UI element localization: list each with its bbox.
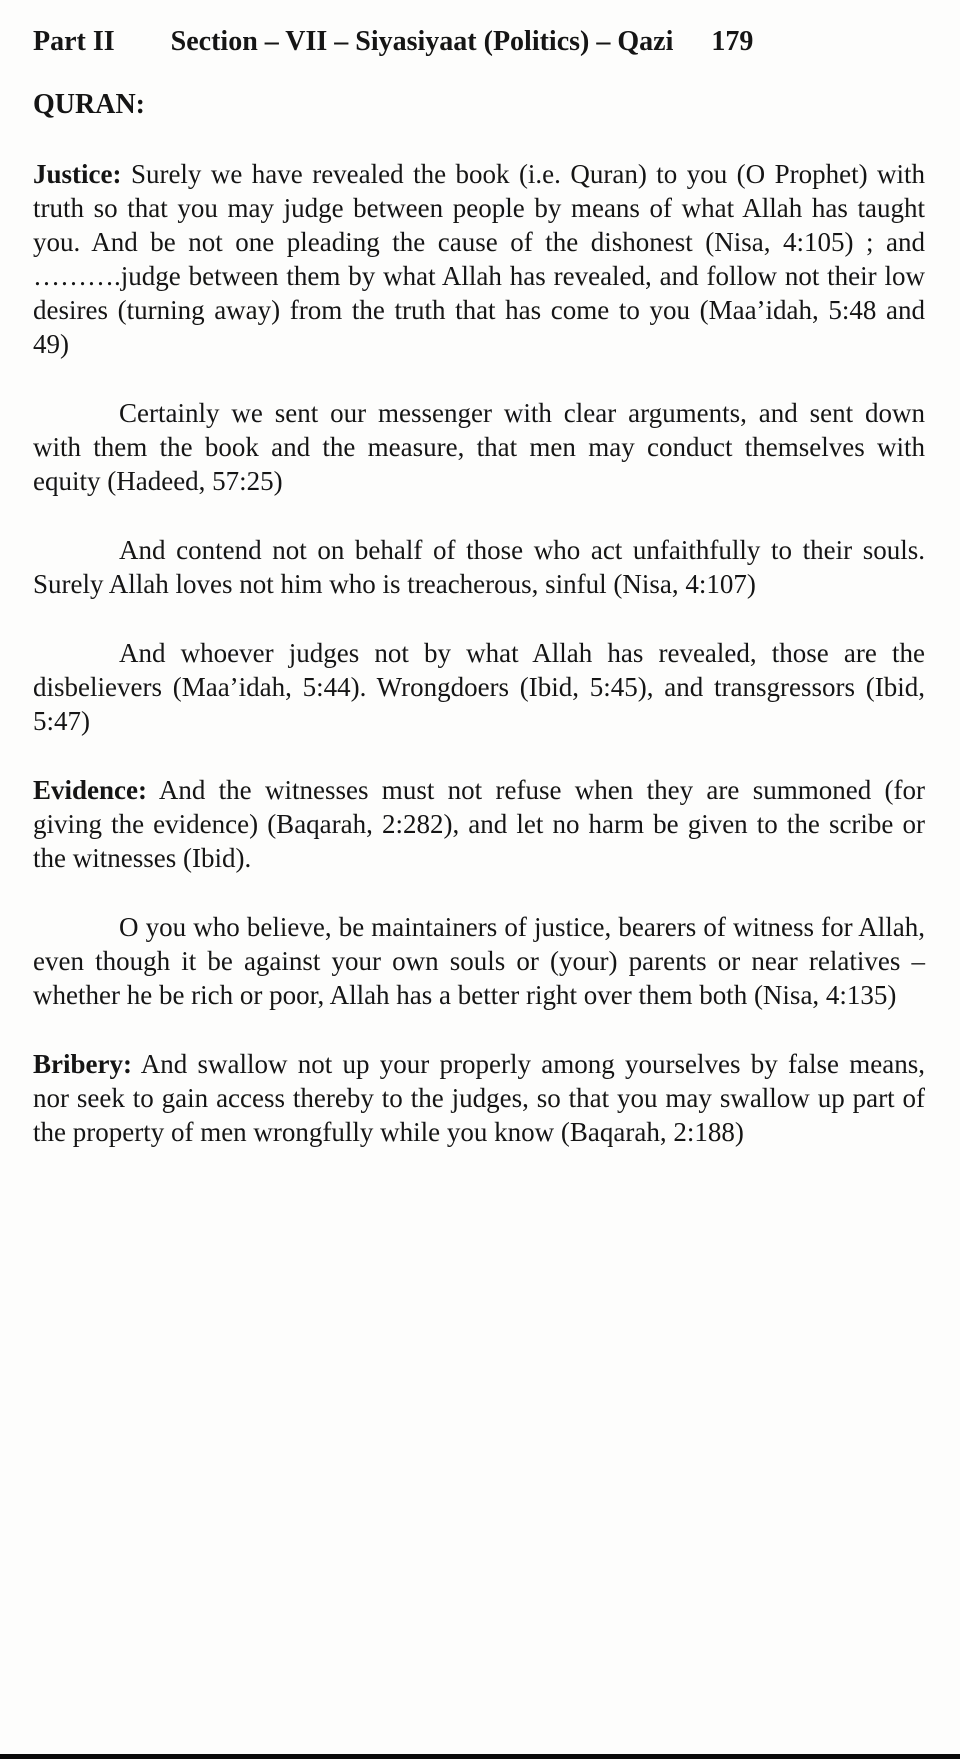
paragraph-text: And contend not on behalf of those who act unfaithfully to their souls. Surely Allah loves not him who is treacherous, sinful (Nisa, 4:107) — [33, 535, 925, 599]
paragraph-messenger — [33, 396, 925, 498]
paragraph-whoever-judges — [33, 636, 925, 738]
paragraph-text: Surely we have revealed the book (i.e. Quran) to you (O Prophet) with truth so that you may judge between people by means of what Allah has taught you. And be not one pleading the cause of the dishonest (Nisa, 4:105) ; and ……….judge between them by what Allah has revealed, and follow not their low desires (turning away) from the truth that has come to you (Maa’idah, 5:48 and 49) — [33, 159, 926, 359]
paragraph-bribery — [33, 1047, 925, 1149]
paragraph-contend-not — [33, 533, 925, 601]
paragraph-lead-justice: Justice: — [33, 159, 122, 189]
paragraph-text: Certainly we sent our messenger with clear arguments, and sent down with them the book and the measure, that men may conduct themselves with equity (Hadeed, 57:25) — [33, 398, 925, 496]
paragraph-evidence — [33, 773, 925, 875]
paragraph-text: And whoever judges not by what Allah has revealed, those are the disbelievers (Maa’idah, 5:44). Wrongdoers (Ibid, 5:45), and transgressors (Ibid, 5:47) — [33, 638, 925, 736]
section-title: Section – VII – Siyasiyaat (Politics) – Qazi — [170, 26, 674, 57]
quran-heading: QURAN: — [33, 89, 145, 120]
page-number: 179 — [711, 26, 754, 57]
paragraph-justice — [33, 157, 925, 361]
paragraph-lead-evidence: Evidence: — [33, 775, 147, 805]
paragraph-lead-bribery: Bribery: — [33, 1049, 132, 1079]
paragraph-maintainers-of-justice — [33, 910, 925, 1012]
part-label: Part II — [33, 26, 115, 57]
paragraph-text: And the witnesses must not refuse when they are summoned (for giving the evidence) (Baqarah, 2:282), and let no harm be given to the scribe or the witnesses (Ibid). — [33, 775, 925, 873]
paragraph-text: And swallow not up your properly among yourselves by false means, nor seek to gain access thereby to the judges, so that you may swallow up part of the property of men wrongfully while you know (Baqarah, 2:188) — [33, 1049, 925, 1147]
scan-edge-artifact — [0, 1754, 960, 1759]
paragraph-text: O you who believe, be maintainers of justice, bearers of witness for Allah, even though it be against your own souls or (your) parents or near relatives – whether he be rich or poor, Allah has a better right over them both (Nisa, 4:135) — [33, 912, 925, 1010]
page-header — [33, 24, 925, 60]
